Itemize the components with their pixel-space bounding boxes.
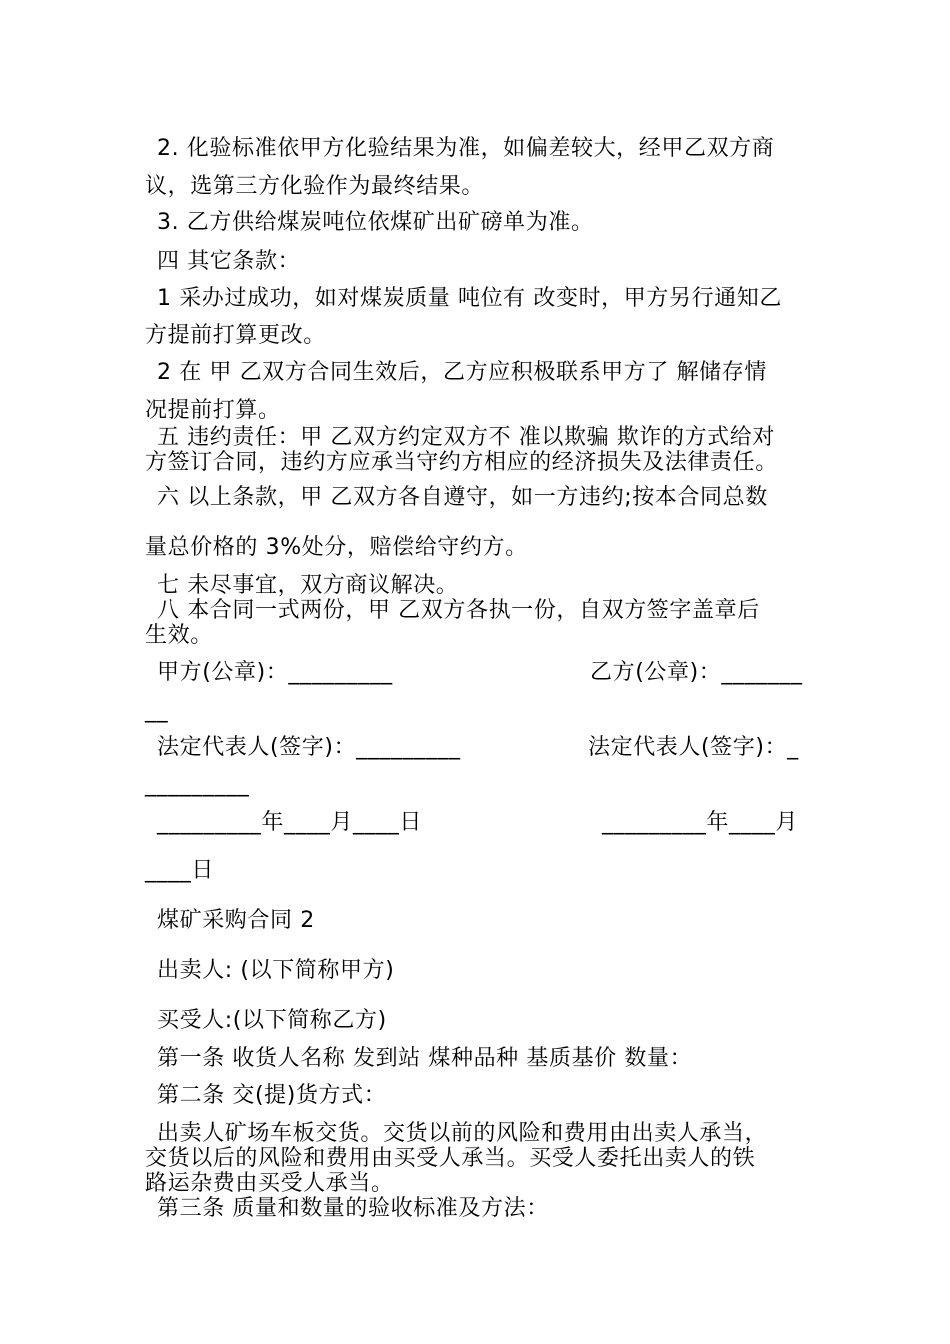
paragraph-line: 2 在 甲 乙双方合同生效后，乙方应积极联系甲方了 解储存情 bbox=[157, 360, 767, 385]
party-b-representative: 法定代表人(签字)：_ bbox=[588, 735, 799, 760]
paragraph-line: 方提前打算更改。 bbox=[145, 323, 326, 348]
party-b-seal-cont: __ bbox=[145, 698, 169, 723]
party-b-date: _________年____月 bbox=[602, 810, 799, 835]
delivery-line: 出卖人矿场车板交货。交货以前的风险和费用由出卖人承当， bbox=[157, 1121, 768, 1146]
seller-line: 出卖人: (以下简称甲方) bbox=[157, 958, 395, 983]
article-2: 第二条 交(提)货方式： bbox=[157, 1083, 387, 1108]
party-a-date: _________年____月____日 bbox=[157, 810, 423, 835]
paragraph-line: 七 未尽事宜，双方商议解决。 bbox=[157, 573, 459, 598]
buyer-line: 买受人:(以下简称乙方) bbox=[157, 1008, 387, 1033]
paragraph-line: 3. 乙方供给煤炭吨位依煤矿出矿磅单为准。 bbox=[157, 210, 594, 235]
party-a-representative: 法定代表人(签字)：_________ bbox=[157, 735, 461, 760]
section-heading: 四 其它条款： bbox=[157, 249, 301, 274]
paragraph-line: 方签订合同，违约方应承当守约方相应的经济损失及法律责任。 bbox=[145, 450, 778, 475]
party-a-seal: 甲方(公章)：_________ bbox=[157, 660, 393, 685]
paragraph-line: 八 本合同一式两份，甲 乙双方各执一份，自双方签字盖章后 bbox=[157, 598, 760, 623]
delivery-line: 路运杂费由买受人承当。 bbox=[145, 1171, 394, 1196]
paragraph-line: 六 以上条款，甲 乙双方各自遵守，如一方违约;按本合同总数 bbox=[157, 485, 768, 510]
paragraph-line: 生效。 bbox=[145, 623, 213, 648]
paragraph-line: 况提前打算。 bbox=[145, 398, 281, 423]
paragraph-line: 2. 化验标准依甲方化验结果为准，如偏差较大，经甲乙双方商 bbox=[157, 136, 775, 161]
paragraph-line: 量总价格的 3%处分，赔偿给守约方。 bbox=[145, 535, 528, 560]
paragraph-line: 五 违约责任：甲 乙双方约定双方不 准以欺骗 欺诈的方式给对 bbox=[157, 425, 775, 450]
party-b-seal: 乙方(公章)：_______ bbox=[590, 660, 803, 685]
article-1: 第一条 收货人名称 发到站 煤种品种 基质基价 数量： bbox=[157, 1046, 693, 1071]
paragraph-line: 1 采办过成功，如对煤炭质量 吨位有 改变时，甲方另行通知乙 bbox=[157, 286, 782, 311]
article-3: 第三条 质量和数量的验收标准及方法： bbox=[157, 1196, 549, 1221]
contract-title: 煤矿采购合同 2 bbox=[157, 908, 315, 933]
party-b-representative-cont: _________ bbox=[145, 772, 250, 797]
paragraph-line: 议，选第三方化验作为最终结果。 bbox=[145, 174, 485, 199]
party-b-date-cont: ____日 bbox=[145, 858, 215, 883]
delivery-line: 交货以后的风险和费用由买受人承当。买受人委托出卖人的铁 bbox=[145, 1146, 756, 1171]
